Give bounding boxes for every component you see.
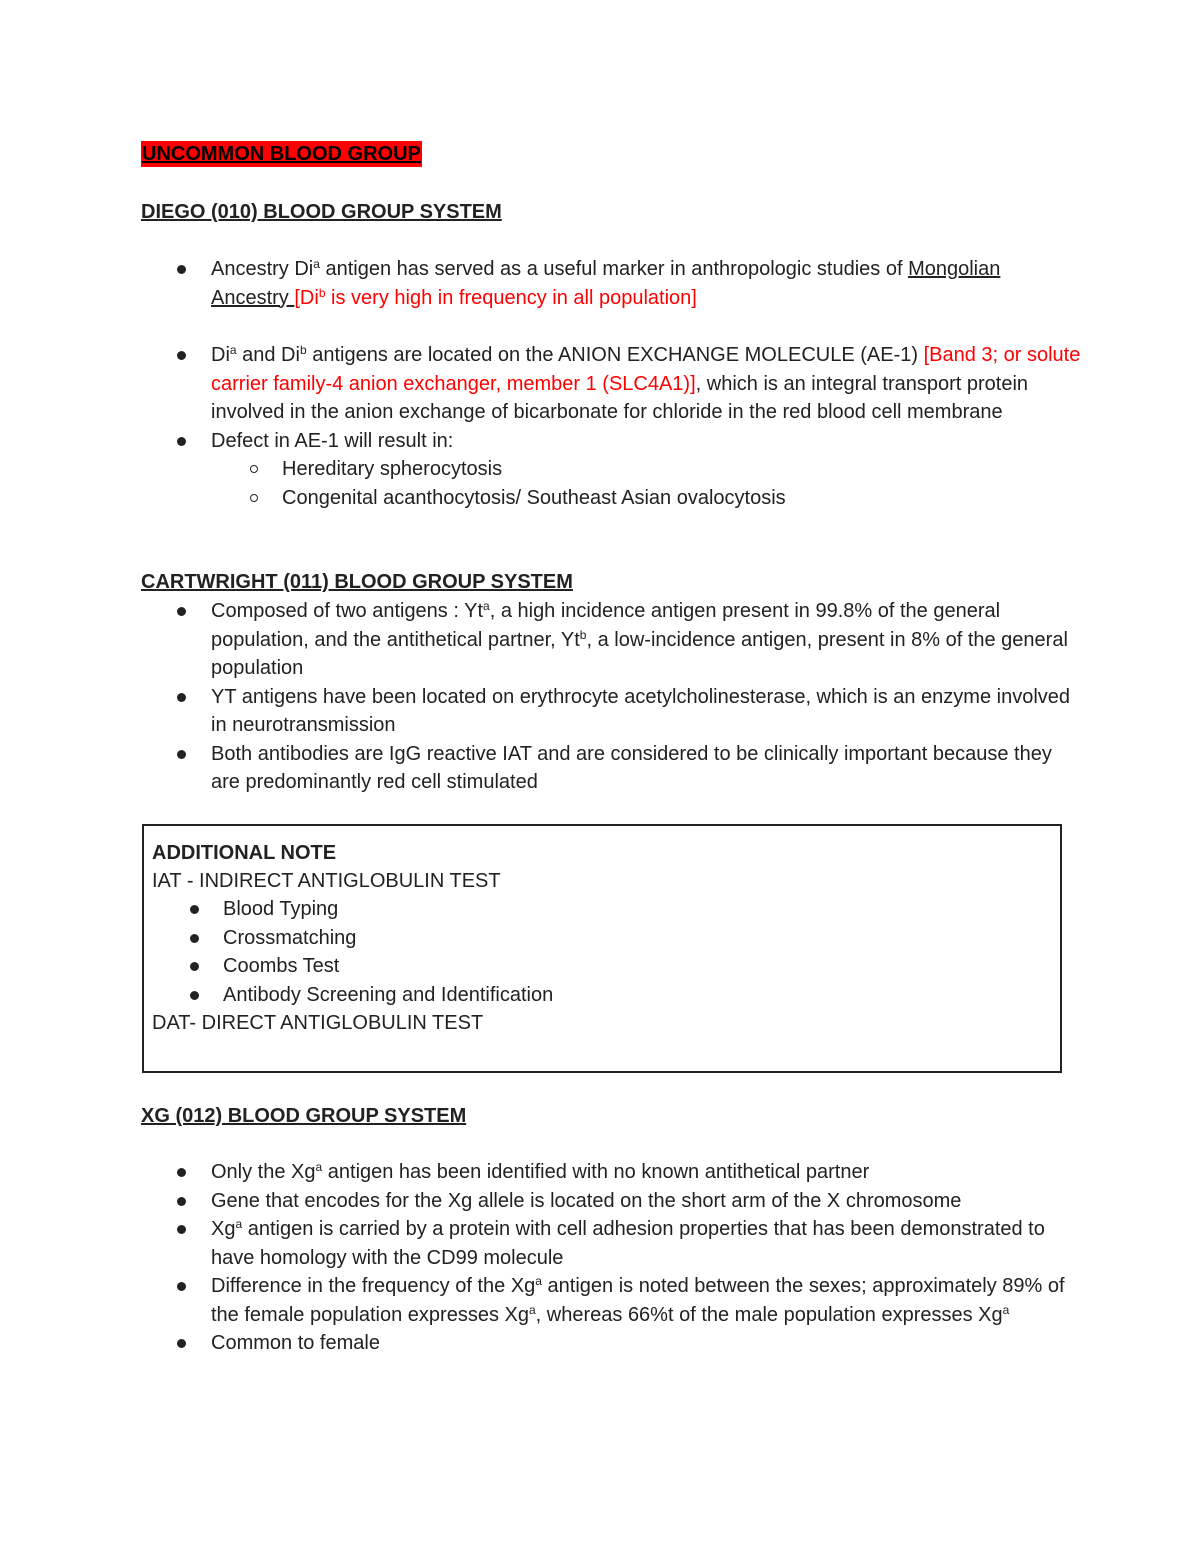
bullet-icon — [177, 693, 186, 702]
list-item: Di$^a$ and Di$^b$ antigens are located on the ANION EXCHANGE MOLECULE (AE-1) [Band 3; or solute carrier family-4 anion exchanger, member 1 (SLC4A1)], which is an integral transport protein involved in the anion exchange of bicarbonate for chloride in the red blood cell membrane — [141, 341, 1081, 427]
sub-list-item: Congenital acanthocytosis/ Southeast Asian ovalocytosis — [141, 484, 1081, 513]
note-title: ADDITIONAL NOTE — [152, 842, 337, 864]
circle-bullet-icon — [250, 465, 258, 473]
dat-label: DAT- DIRECT ANTIGLOBULIN TEST — [152, 1012, 484, 1034]
list-item: Both antibodies are IgG reactive IAT and are considered to be clinically important because they are predominantly red cell stimulated — [141, 740, 1081, 797]
list-item: Difference in the frequency of the Xg$^a$ antigen is noted between the sexes; approximately 89% of the female population expresses Xg$^a$, whereas 66%t of the male population expresses Xg$^a$ — [141, 1272, 1081, 1329]
list-item: Coombs Test — [152, 952, 1052, 981]
list-item: Gene that encodes for the Xg allele is located on the short arm of the X chromosome — [141, 1187, 1081, 1216]
note-list — [152, 895, 1052, 1009]
list-item: Antibody Screening and Identification — [152, 981, 1052, 1010]
bullet-icon — [177, 607, 186, 616]
bullet-icon — [177, 1225, 186, 1234]
bullet-icon — [177, 750, 186, 759]
list-item: Xg$^a$ antigen is carried by a protein with cell adhesion properties that has been demonstrated to have homology with the CD99 molecule — [141, 1215, 1081, 1272]
sub-list-item: Hereditary spherocytosis — [141, 455, 1081, 484]
circle-bullet-icon — [250, 494, 258, 502]
bullet-icon — [177, 1197, 186, 1206]
list-item: Composed of two antigens : Yt$^a$, a high incidence antigen present in 99.8% of the general population, and the antithetical partner, Yt$^b$, a low-incidence antigen, present in 8% of the general population — [141, 597, 1081, 683]
bullet-icon — [177, 1339, 186, 1348]
list-item: Blood Typing — [152, 895, 1052, 924]
additional-note-box — [142, 824, 1062, 1073]
bullet-icon — [190, 962, 199, 971]
cartwright-heading: CARTWRIGHT (011) BLOOD GROUP SYSTEM — [141, 571, 573, 593]
list-item: Defect in AE-1 will result in: — [141, 427, 1081, 456]
list-item: Ancestry Di$^a$ antigen has served as a useful marker in anthropologic studies of Mongolian Ancestry [Di$^b$ is very high in frequency in all population] — [141, 255, 1081, 312]
bullet-icon — [190, 991, 199, 1000]
list-item: Crossmatching — [152, 924, 1052, 953]
bullet-icon — [190, 934, 199, 943]
diego-heading: DIEGO (010) BLOOD GROUP SYSTEM — [141, 201, 502, 223]
bullet-icon — [177, 1282, 186, 1291]
list-item: Common to female — [141, 1329, 1081, 1358]
bullet-icon — [177, 265, 186, 274]
xg-heading: XG (012) BLOOD GROUP SYSTEM — [141, 1105, 467, 1127]
bullet-icon — [177, 351, 186, 360]
diego-list — [141, 255, 1081, 512]
list-item: Only the Xg$^a$ antigen has been identified with no known antithetical partner — [141, 1158, 1081, 1187]
bullet-icon — [190, 905, 199, 914]
xg-list — [141, 1158, 1081, 1358]
list-item: YT antigens have been located on erythrocyte acetylcholinesterase, which is an enzyme involved in neurotransmission — [141, 683, 1081, 740]
bullet-icon — [177, 1168, 186, 1177]
bullet-icon — [177, 437, 186, 446]
iat-label: IAT - INDIRECT ANTIGLOBULIN TEST — [152, 870, 501, 892]
page-title: UNCOMMON BLOOD GROUP — [142, 143, 421, 165]
cartwright-list — [141, 597, 1081, 797]
